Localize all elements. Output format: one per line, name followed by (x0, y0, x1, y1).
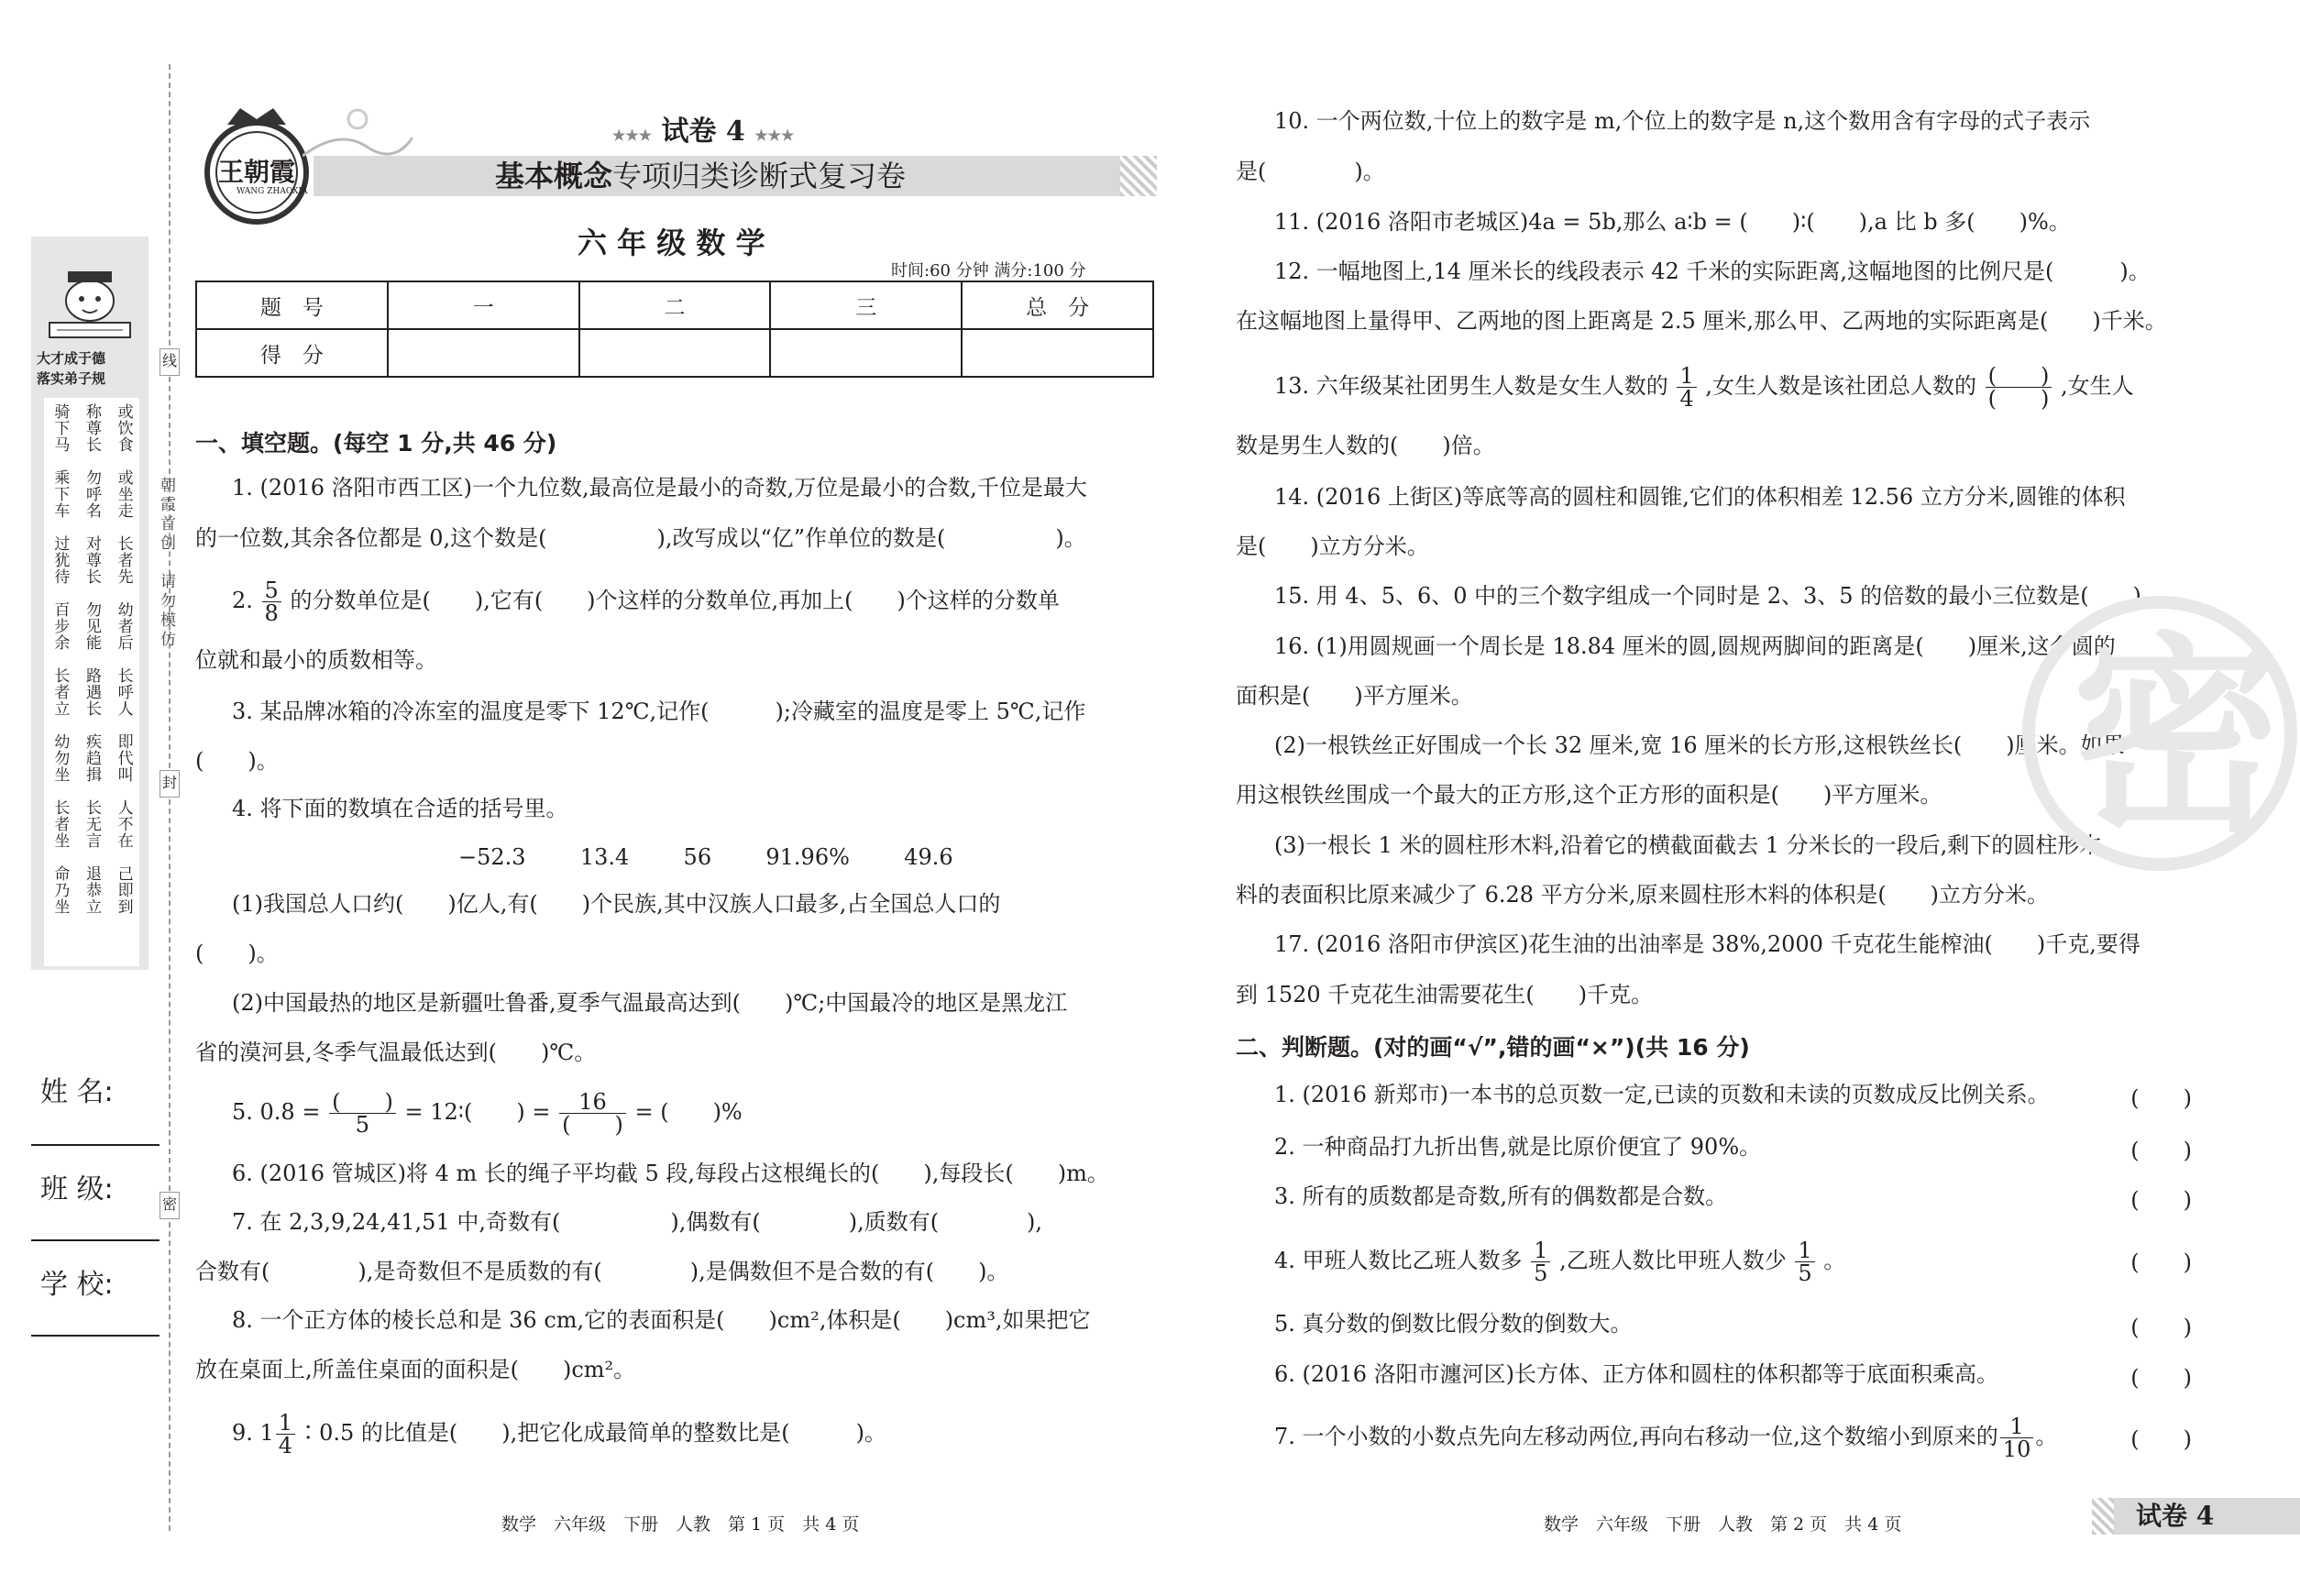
judge-answer-5[interactable]: ( ) (2130, 1315, 2192, 1340)
dizigui-phrase: 长者先 (114, 535, 133, 585)
school-label: 学 校: (40, 1269, 114, 1301)
question-15: 15. 用 4、5、6、0 中的三个数字组成一个同时是 2、3、5 的倍数的最小三位数是( )。 (1274, 583, 2163, 609)
judge-answer-3[interactable]: ( ) (2130, 1187, 2192, 1213)
question-16-3-line-2: 料的表面积比原来减少了 6.28 平方分米,原来圆柱形木料的体积是( )立方分米。 (1236, 882, 2050, 908)
question-13-line-1: 13. 六年级某社团男生人数是女生人数的 $\frac{1}{4}$ ,女生人数是该社团总人数的 $\frac{( )}{( )}$ ,女生人 (1274, 363, 2134, 412)
number-item: 56 (683, 844, 712, 870)
footer-tag-pattern (2092, 1498, 2114, 1535)
dizigui-phrase: 幼者后 (114, 601, 133, 651)
judge-answer-1[interactable]: ( ) (2130, 1085, 2192, 1111)
number-item: −52.3 (458, 844, 526, 870)
watermark-seal (2022, 596, 2297, 871)
judge-item-4: 4. 甲班人数比乙班人数多 $\frac{1}{5}$ ,乙班人数比甲班人数少 $\frac{1}{5}$ 。 (1274, 1238, 1846, 1286)
question-13-line-2: 数是男生人数的( )倍。 (1236, 433, 1495, 458)
dizigui-phrase: 路遇长 (82, 667, 101, 717)
time-info: 时间:60 分钟 满分:100 分 (891, 261, 1086, 281)
question-6: 6. (2016 管城区)将 4 m 长的绳子平均截 5 段,每段占这根绳长的( ),每段长( )m。 (232, 1161, 1109, 1186)
dizigui-phrase: 长者立 (50, 667, 70, 717)
question-11: 11. (2016 洛阳市老城区)4a = 5b,那么 a∶b = ( )∶( ),a 比 b 多( )%。 (1274, 209, 2071, 235)
question-4-1-line-2: ( )。 (195, 941, 279, 966)
question-16-1-line-1: 16. (1)用圆规画一个周长是 18.84 厘米的圆,圆规两脚间的距离是( )厘米,这个圆的 (1274, 633, 2116, 659)
score-cell: 总 分 (962, 281, 1153, 329)
judge-item-7: 7. 一个小数的小数点先向左移动两位,再向右移动一位,这个数缩小到原来的 $\frac{1}{10}$ 。 (1274, 1414, 2058, 1462)
fraction: $\frac{1}{4}$ (276, 1412, 295, 1457)
question-16-1-line-2: 面积是( )平方厘米。 (1236, 683, 1473, 709)
question-4-1-line-1: (1)我国总人口约( )亿人,有( )个民族,其中汉族人口最多,占全国总人口的 (232, 891, 1001, 917)
question-14-line-2: 是( )立方分米。 (1236, 534, 1429, 559)
series-label: ★★★ 试卷 4 ★★★ (612, 116, 795, 148)
dizigui-phrase: 退恭立 (82, 865, 101, 915)
judge-answer-2[interactable]: ( ) (2130, 1138, 2192, 1163)
question-8-line-2: 放在桌面上,所盖住桌面的面积是( )cm²。 (195, 1357, 636, 1382)
motto-line-2: 落实弟子规 (37, 370, 106, 387)
dizigui-phrase: 过犹待 (50, 535, 70, 585)
fraction: $\frac{1}{5}$ (1531, 1239, 1550, 1284)
score-cell: 一 (388, 281, 579, 329)
copyright-note: 朝霞首创 请勿模仿 (157, 477, 175, 650)
cut-line (169, 64, 171, 1531)
star-decoration-right: ★★★ (754, 127, 795, 144)
fraction: $\frac{16}{( )}$ (559, 1091, 626, 1136)
dizigui-phrase: 长无言 (82, 799, 101, 849)
question-5: 5. 0.8 = $\frac{( )}{5}$ = 12∶( ) = $\frac{16}{( )}$ = ( )% (232, 1089, 743, 1138)
question-7-line-2: 合数有( ),是奇数但不是质数的有( ),是偶数但不是合数的有( )。 (195, 1259, 1009, 1284)
dizigui-phrase: 即代叫 (114, 733, 133, 783)
cut-line-note-bottom: 密 (160, 1192, 180, 1219)
question-4-2-line-2: 省的漠河县,冬季气温最低达到( )℃。 (195, 1040, 597, 1065)
score-input-cell[interactable] (388, 329, 579, 377)
dizigui-phrase: 对尊长 (82, 535, 101, 585)
dizigui-phrase: 乘下车 (50, 469, 70, 519)
question-2-line-1: 2. $\frac{5}{8}$ 的分数单位是( ),它有( )个这样的分数单位,再加上( )个这样的分数单 (232, 578, 1060, 626)
section-heading-fill-blank: 一、填空题。(每空 1 分,共 46 分) (195, 430, 557, 457)
dizigui-phrase: 幼勿坐 (50, 733, 70, 783)
dizigui-phrase: 长者坐 (50, 799, 70, 849)
judge-item-1: 1. (2016 新郑市)一本书的总页数一定,已读的页数和未读的页数成反比例关系。 (1274, 1082, 2050, 1107)
dizigui-phrase: 人不在 (114, 799, 133, 849)
star-decoration-left: ★★★ (612, 127, 653, 144)
dizigui-phrase: 勿呼名 (82, 469, 101, 519)
dizigui-phrase: 称尊长 (82, 403, 101, 453)
section-heading-true-false: 二、判断题。(对的画“√”,错的画“×”)(共 16 分) (1236, 1034, 1750, 1061)
logo-text: 王朝霞 (218, 157, 296, 187)
logo-subtext: WANG ZHAOXIA (237, 187, 308, 196)
judge-answer-4[interactable]: ( ) (2130, 1249, 2192, 1275)
score-input-cell[interactable] (579, 329, 771, 377)
question-7-line-1: 7. 在 2,3,9,24,41,51 中,奇数有( ),偶数有( ),质数有( ), (232, 1209, 1043, 1235)
score-input-cell[interactable] (770, 329, 962, 377)
school-line[interactable] (31, 1335, 160, 1337)
question-16-3-line-1: (3)一根长 1 米的圆柱形木料,沿着它的横截面截去 1 分米长的一段后,剩下的圆柱形木 (1274, 832, 2102, 858)
question-8-line-1: 8. 一个正方体的棱长总和是 36 cm,它的表面积是( )cm²,体积是( )cm³,如果把它 (232, 1307, 1091, 1333)
judge-item-3: 3. 所有的质数都是奇数,所有的偶数都是合数。 (1274, 1183, 1728, 1209)
subject-title: 六 年 级 数 学 (578, 226, 765, 260)
dizigui-phrase: 己即到 (114, 865, 133, 915)
question-16-2-line-1: (2)一根铁丝正好围成一个长 32 厘米,宽 16 厘米的长方形,这根铁丝长( )厘米。如果 (1274, 732, 2125, 758)
number-item: 13.4 (579, 844, 630, 870)
question-17-line-1: 17. (2016 洛阳市伊滨区)花生油的出油率是 38%,2000 千克花生能榨油( )千克,要得 (1274, 931, 2140, 957)
name-label: 姓 名: (40, 1076, 114, 1108)
fraction: $\frac{1}{10}$ (2000, 1415, 2034, 1460)
class-label: 班 级: (40, 1173, 114, 1205)
judge-item-5: 5. 真分数的倒数比假分数的倒数大。 (1274, 1311, 1633, 1337)
watermark-text: 密 (2072, 613, 2283, 861)
question-4: 4. 将下面的数填在合适的括号里。 (232, 796, 568, 821)
motto-line-1: 大才成于德 (37, 350, 106, 367)
question-14-line-1: 14. (2016 上街区)等底等高的圆柱和圆锥,它们的体积相差 12.56 立方分米,圆锥的体积 (1274, 484, 2126, 510)
footer-left: 数学 六年级 下册 人教 第 1 页 共 4 页 (501, 1514, 860, 1535)
score-cell: 得 分 (196, 329, 388, 377)
question-10-line-1: 10. 一个两位数,十位上的数字是 m,个位上的数字是 n,这个数用含有字母的式子表示 (1274, 108, 2091, 134)
question-16-2-line-2: 用这根铁丝围成一个最大的正方形,这个正方形的面积是( )平方厘米。 (1236, 782, 1942, 808)
fraction: $\frac{5}{8}$ (262, 579, 281, 624)
dizigui-phrase: 或坐走 (114, 469, 133, 519)
question-12-line-1: 12. 一幅地图上,14 厘米长的线段表示 42 千米的实际距离,这幅地图的比例尺是( )。 (1274, 259, 2151, 284)
class-line[interactable] (31, 1239, 160, 1241)
sidebar-panel (31, 237, 149, 970)
question-4-numbers (458, 842, 953, 872)
dizigui-phrase: 长呼人 (114, 667, 133, 717)
dizigui-phrase: 骑下马 (50, 403, 70, 453)
score-table (195, 281, 1154, 378)
judge-answer-7[interactable]: ( ) (2130, 1426, 2192, 1452)
question-2-line-2: 位就和最小的质数相等。 (195, 647, 437, 673)
scholar-illustration (31, 244, 149, 345)
judge-item-6: 6. (2016 洛阳市瀍河区)长方体、正方体和圆柱的体积都等于底面积乘高。 (1274, 1361, 1998, 1387)
dizigui-text (44, 398, 139, 966)
cut-line-note-top: 线 (160, 348, 180, 376)
dizigui-phrase: 或饮食 (114, 403, 133, 453)
name-line[interactable] (31, 1144, 160, 1146)
footer-tag: 试卷 4 (2136, 1501, 2215, 1531)
fraction: $\frac{( )}{( )}$ (1986, 365, 2052, 410)
score-cell: 题 号 (196, 281, 388, 329)
score-table-header-row (196, 281, 1153, 329)
question-12-line-2: 在这幅地图上量得甲、乙两地的图上距离是 2.5 厘米,那么甲、乙两地的实际距离是( )千米。 (1236, 308, 2167, 334)
footer-right: 数学 六年级 下册 人教 第 2 页 共 4 页 (1544, 1514, 1902, 1535)
dizigui-phrase: 百步余 (50, 601, 70, 651)
dizigui-phrase: 疾趋揖 (82, 733, 101, 783)
number-item: 91.96% (765, 844, 850, 870)
question-1-line-2: 的一位数,其余各位都是 0,这个数是( ),改写成以“亿”作单位的数是( )。 (195, 525, 1086, 551)
dizigui-phrase: 命乃坐 (50, 865, 70, 915)
dizigui-phrase: 勿见能 (82, 601, 101, 651)
page-title: 基本概念专项归类诊断式复习卷 (495, 159, 907, 193)
score-table-score-row (196, 329, 1153, 377)
question-4-2-line-1: (2)中国最热的地区是新疆吐鲁番,夏季气温最高达到( )℃;中国最冷的地区是黑龙江 (232, 990, 1068, 1016)
score-cell: 三 (770, 281, 962, 329)
question-1-line-1: 1. (2016 洛阳市西工区)一个九位数,最高位是最小的奇数,万位是最小的合数,千位是最大 (232, 475, 1087, 501)
number-item: 49.6 (904, 844, 953, 870)
cut-line-note-mid: 封 (160, 770, 180, 798)
question-3-line-2: ( )。 (195, 748, 279, 774)
question-3-line-1: 3. 某品牌冰箱的冷冻室的温度是零下 12℃,记作( );冷藏室的温度是零上 5℃,记作 (232, 699, 1086, 724)
score-input-cell[interactable] (962, 329, 1153, 377)
fraction: $\frac{( )}{5}$ (329, 1091, 396, 1136)
fraction: $\frac{1}{4}$ (1677, 365, 1696, 410)
score-cell: 二 (579, 281, 771, 329)
fraction: $\frac{1}{5}$ (1795, 1239, 1814, 1284)
banner-pattern (1120, 156, 1157, 196)
question-17-line-2: 到 1520 千克花生油需要花生( )千克。 (1236, 982, 1654, 1007)
question-9: 9. 1 $\frac{1}{4}$ ∶0.5 的比值是( ),把它化成最简单的整数比是( )。 (232, 1410, 886, 1458)
question-10-line-2: 是( )。 (1236, 159, 1385, 184)
judge-answer-6[interactable]: ( ) (2130, 1365, 2192, 1391)
judge-item-2: 2. 一种商品打九折出售,就是比原价便宜了 90%。 (1274, 1134, 1762, 1160)
